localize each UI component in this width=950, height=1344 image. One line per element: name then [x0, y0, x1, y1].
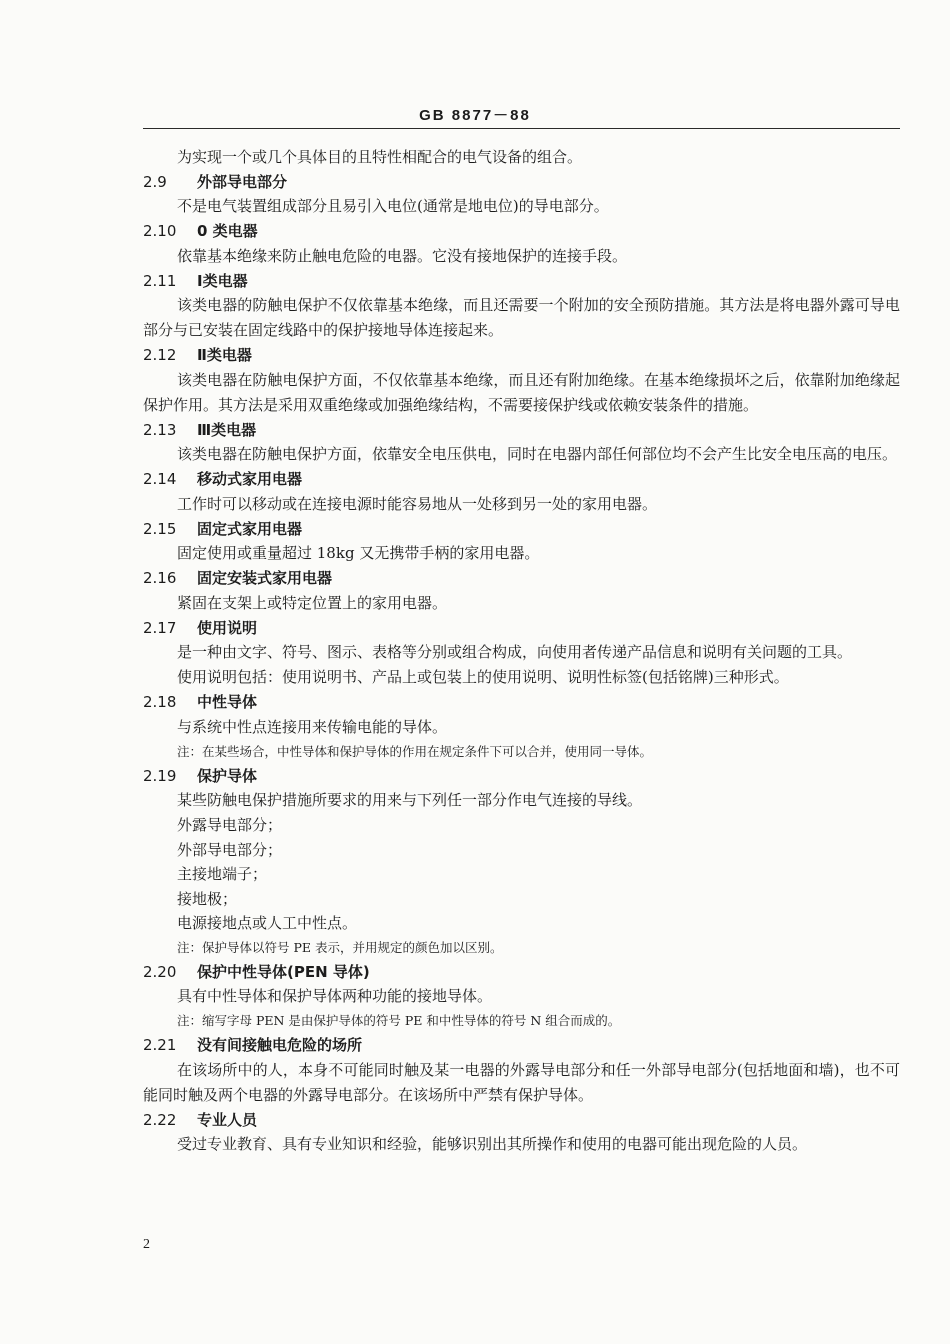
- paragraph: 使用说明包括：使用说明书、产品上或包装上的使用说明、说明性标签(包括铭牌)三种形式。: [177, 668, 789, 686]
- paragraph: 固定使用或重量超过 18kg 又无携带手柄的家用电器。: [177, 544, 540, 562]
- section-title: 固定式家用电器: [197, 519, 303, 538]
- section-heading-2-10: [143, 219, 900, 244]
- section-number: 2.21: [143, 1036, 177, 1054]
- section-number: 2.19: [143, 766, 177, 785]
- list-item: 主接地端子；: [177, 865, 268, 883]
- list-item: 接地极；: [177, 889, 238, 908]
- section-number: 2.10: [143, 222, 177, 240]
- note: 注：保护导体以符号 PE 表示，并用规定的颜色加以区别。: [177, 939, 503, 955]
- list-item: 电源接地点或人工中性点。: [177, 914, 358, 932]
- paragraph: 该类电器在防触电保护方面，依靠安全电压供电，同时在电器内部任何部位均不会产生比安全电压高的电压。: [177, 445, 898, 463]
- continued-text: 为实现一个或几个具体目的且特性相配合的电气设备的组合。: [177, 148, 583, 166]
- paragraph: 紧固在支架上或特定位置上的家用电器。: [177, 593, 448, 612]
- paragraph: 在该场所中的人，本身不可能同时触及某一电器的外露导电部分和任一外部导电部分(包括地面和墙)，也不可能同时触及两个电器的外露导电部分。在该场所中严禁有保护导体。: [143, 1060, 900, 1104]
- section-title: 专业人员: [197, 1110, 258, 1129]
- section-number: 2.9: [143, 172, 167, 191]
- section-heading-2-22: [143, 1108, 900, 1133]
- paragraph: 该类电器的防触电保护不仅依靠基本绝缘，而且还需要一个附加的安全预防措施。其方法是将电器外露可导电部分与已安装在固定线路中的保护接地导体连接起来。: [143, 296, 900, 339]
- paragraph: 某些防触电保护措施所要求的用来与下列任一部分作电气连接的导线。: [177, 791, 643, 809]
- section-title: Ⅲ类电器: [197, 420, 257, 439]
- section-number: 2.17: [143, 618, 177, 637]
- section-heading-2-17: [143, 616, 900, 641]
- section-title: Ⅰ类电器: [197, 271, 248, 290]
- section-number: 2.18: [143, 693, 177, 711]
- section-title: 使用说明: [197, 618, 258, 637]
- section-title: 外部导电部分: [197, 172, 288, 191]
- document-body: [143, 145, 900, 1157]
- section-heading-2-14: [143, 467, 900, 492]
- section-title: 保护导体: [197, 766, 258, 785]
- paragraph: 工作时可以移动或在连接电源时能容易地从一处移到另一处的家用电器。: [177, 494, 658, 513]
- section-heading-2-15: [143, 517, 900, 542]
- section-title: 中性导体: [197, 693, 258, 711]
- section-heading-2-12: [143, 343, 900, 368]
- paragraph: 受过专业教育、具有专业知识和经验，能够识别出其所操作和使用的电器可能出现危险的人员。: [177, 1135, 808, 1153]
- section-heading-2-21: [143, 1033, 900, 1058]
- section-heading-2-9: [143, 170, 900, 195]
- note: 注：在某些场合，中性导体和保护导体的作用在规定条件下可以合并，使用同一导体。: [177, 743, 653, 759]
- section-number: 2.20: [143, 962, 177, 981]
- section-title: 固定安装式家用电器: [197, 569, 333, 587]
- paragraph: 该类电器在防触电保护方面，不仅依靠基本绝缘，而且还有附加绝缘。在基本绝缘损坏之后，依靠附加绝缘起保护作用。其方法是采用双重绝缘或加强绝缘结构，不需要接保护线或依赖安装条件的措施。: [143, 370, 900, 414]
- page-number: 2: [143, 1237, 150, 1252]
- section-title: 移动式家用电器: [197, 470, 303, 488]
- section-number: 2.13: [143, 420, 177, 439]
- paragraph: 是一种由文字、符号、图示、表格等分别或组合构成，向使用者传递产品信息和说明有关问题的工具。: [177, 643, 853, 661]
- paragraph: 具有中性导体和保护导体两种功能的接地导体。: [177, 987, 493, 1005]
- list-item: 外部导电部分；: [177, 840, 283, 859]
- list-item: 外露导电部分；: [177, 816, 283, 834]
- section-title: Ⅱ类电器: [197, 346, 252, 364]
- section-number: 2.15: [143, 519, 177, 538]
- section-number: 2.14: [143, 470, 177, 488]
- paragraph: 与系统中性点连接用来传输电能的导体。: [177, 717, 448, 736]
- section-number: 2.11: [143, 271, 177, 290]
- section-number: 2.12: [143, 346, 177, 364]
- section-title: 0 类电器: [197, 222, 258, 240]
- document-header: GB 8877－88: [419, 107, 531, 124]
- section-heading-2-18: [143, 690, 900, 715]
- note: 注：缩写字母 PEN 是由保护导体的符号 PE 和中性导体的符号 N 组合而成的。: [177, 1013, 621, 1028]
- section-heading-2-20: [143, 960, 900, 985]
- paragraph: 不是电气装置组成部分且易引入电位(通常是地电位)的导电部分。: [177, 197, 609, 215]
- section-title: 保护中性导体(PEN 导体): [197, 962, 370, 981]
- section-title: 没有间接触电危险的场所: [197, 1036, 363, 1054]
- section-number: 2.22: [143, 1110, 177, 1129]
- header-rule: [143, 128, 900, 129]
- section-number: 2.16: [143, 569, 177, 587]
- section-heading-2-19: [143, 764, 900, 789]
- section-heading-2-13: [143, 418, 900, 443]
- paragraph: 依靠基本绝缘来防止触电危险的电器。它没有接地保护的连接手段。: [177, 246, 628, 265]
- section-heading-2-16: [143, 566, 900, 591]
- section-heading-2-11: [143, 269, 900, 294]
